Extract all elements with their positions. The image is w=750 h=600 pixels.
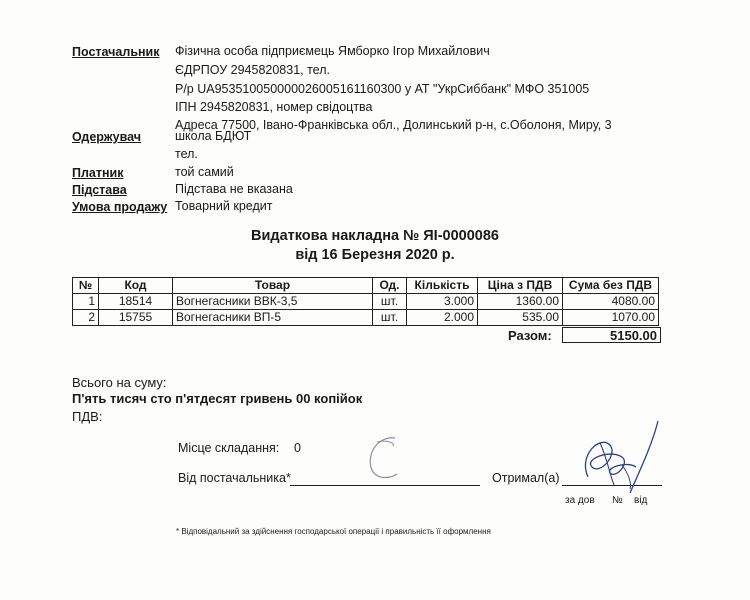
sum-in-words: П'ять тисяч сто п'ятдесят гривень 00 копійок bbox=[72, 391, 363, 406]
supplier-label: Постачальник bbox=[72, 45, 160, 59]
row-sum: 4080.00 bbox=[563, 294, 659, 310]
col-header-code: Код bbox=[99, 278, 173, 294]
from-supplier-label: Від постачальника* bbox=[178, 471, 291, 485]
row-number: 2 bbox=[73, 310, 99, 326]
receiver-signature-mark bbox=[570, 415, 670, 505]
received-label: Отримал(а) bbox=[492, 471, 560, 485]
total-label: Разом: bbox=[508, 328, 552, 343]
sum-total-label: Всього на суму: bbox=[72, 375, 167, 390]
row-price: 1360.00 bbox=[478, 294, 563, 310]
supplier-signature-mark bbox=[355, 428, 415, 488]
row-number: 1 bbox=[73, 294, 99, 310]
row-code: 18514 bbox=[99, 294, 173, 310]
items-table bbox=[72, 277, 659, 326]
row-unit: шт. bbox=[373, 310, 407, 326]
total-value: 5150.00 bbox=[562, 327, 661, 343]
table-header-row bbox=[73, 278, 659, 294]
document-date: від 16 Березня 2020 р. bbox=[295, 247, 455, 263]
supplier-edrpou: ЄДРПОУ 2945820831, тел. bbox=[175, 63, 330, 77]
table-row bbox=[73, 310, 659, 326]
col-header-sum-no-vat: Сума без ПДВ bbox=[563, 278, 659, 294]
row-quantity: 3.000 bbox=[407, 294, 478, 310]
document-title: Видаткова накладна № ЯІ-0000086 bbox=[250, 228, 499, 244]
row-sum: 1070.00 bbox=[563, 310, 659, 326]
terms-label: Умова продажу bbox=[72, 200, 168, 214]
footnote: * Відповідальний за здійснення господарської операції і правильність її оформлення bbox=[176, 527, 491, 536]
supplier-ipn: ІПН 2945820831, номер свідоцтва bbox=[175, 100, 373, 114]
recipient-label: Одержувач bbox=[72, 130, 142, 144]
col-header-price-vat: Ціна з ПДВ bbox=[478, 278, 563, 294]
payer-label: Платник bbox=[72, 166, 124, 180]
col-header-product: Товар bbox=[173, 278, 373, 294]
place-value: 0 bbox=[294, 441, 301, 455]
row-price: 535.00 bbox=[478, 310, 563, 326]
supplier-name: Фізична особа підприємець Ямборко Ігор Михайлович bbox=[175, 44, 490, 58]
proxy-by-label: за дов bbox=[565, 495, 595, 506]
place-label: Місце складання: bbox=[178, 441, 280, 455]
col-header-number: № bbox=[73, 278, 99, 294]
supplier-address: Адреса 77500, Івано-Франківська обл., Долинський р-н, с.Оболоня, Миру, 3 bbox=[175, 118, 612, 132]
terms-value: Товарний кредит bbox=[175, 199, 273, 213]
proxy-number-label: № bbox=[612, 495, 623, 506]
row-product: Вогнегасники ВВК-3,5 bbox=[173, 294, 373, 310]
proxy-from-label: від bbox=[634, 495, 648, 506]
basis-value: Підстава не вказана bbox=[175, 182, 293, 196]
row-code: 15755 bbox=[99, 310, 173, 326]
row-quantity: 2.000 bbox=[407, 310, 478, 326]
row-product: Вогнегасники ВП-5 bbox=[173, 310, 373, 326]
vat-label: ПДВ: bbox=[72, 409, 103, 424]
col-header-unit: Од. bbox=[373, 278, 407, 294]
row-unit: шт. bbox=[373, 294, 407, 310]
col-header-quantity: Кількість bbox=[407, 278, 478, 294]
supplier-bank-account: Р/р UA953510050000026005161160300 у АТ "УкрСиббанк" МФО 351005 bbox=[175, 82, 590, 96]
payer-value: той самий bbox=[175, 165, 234, 179]
recipient-name: школа БДЮТ bbox=[175, 129, 252, 143]
recipient-phone: тел. bbox=[175, 147, 198, 161]
table-row bbox=[73, 294, 659, 310]
basis-label: Підстава bbox=[72, 183, 127, 197]
